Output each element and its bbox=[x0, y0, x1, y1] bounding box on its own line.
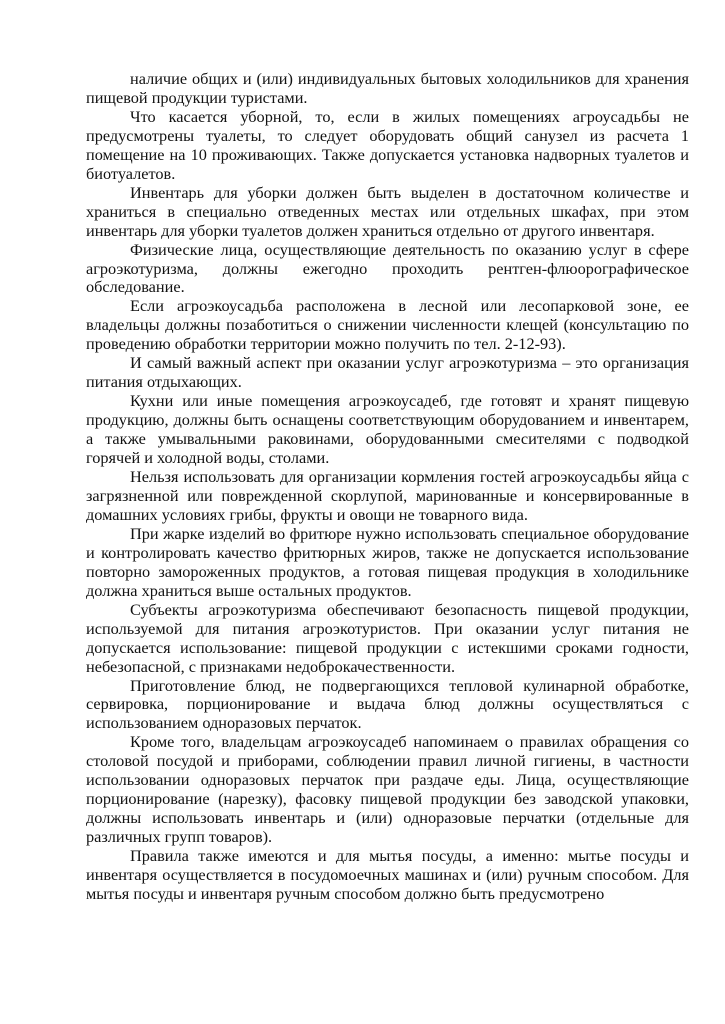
paragraph-hygiene: Кроме того, владельцам агроэкоусадеб напоминаем о правилах обращения со столовой посудой и приборами, соблюдении правил личной гигиены, в частности использовании одноразовых перчаток при раздаче еды. Лица, осуществляющие порционирование (нарезку), фасовку пищевой продукции без заводской упаковки, должны использовать инвентарь и (или) одноразовые перчатки (отдельные для различных групп товаров). bbox=[86, 732, 689, 847]
paragraph-food-safety: Субъекты агроэкотуризма обеспечивают безопасность пищевой продукции, используемой для питания агроэкотуристов. При оказании услуг питания не допускается использование: пищевой продукции с истекшими сроками годности, небезопасной, с признаками недоброкачественности. bbox=[86, 599, 689, 676]
paragraph-catering-aspect: И самый важный аспект при оказании услуг агроэкотуризма – это организация питания отдыхающих. bbox=[86, 353, 689, 392]
paragraph-forbidden-food: Нельзя использовать для организации кормления гостей агроэкоусадьбы яйца с загрязненной или поврежденной скорлупой, маринованные и консервированные в домашних условиях грибы, фрукты и овощи не товарного вида. bbox=[86, 467, 689, 524]
paragraph-dishwashing: Правила также имеются и для мытья посуды, а именно: мытье посуды и инвентаря осуществляется в посудомоечных машинах и (или) ручным способом. Для мытья посуды и инвентаря ручным способом должно быть предусмотрено bbox=[86, 846, 689, 903]
paragraph-kitchens: Кухни или иные помещения агроэкоусадеб, где готовят и хранят пищевую продукцию, должны быть оснащены соответствующим оборудованием и инвентарем, а также умывальными раковинами, оборудованными смесителями с подводкой горячей и холодной воды, столами. bbox=[86, 391, 689, 468]
paragraph-medical-examination: Физические лица, осуществляющие деятельность по оказанию услуг в сфере агроэкотуризма, должны ежегодно проходить рентген-флюорографическое обследование. bbox=[86, 239, 689, 297]
document-body bbox=[86, 70, 689, 904]
paragraph-fridges: наличие общих и (или) индивидуальных бытовых холодильников для хранения пищевой продукции туристами. bbox=[86, 69, 689, 107]
paragraph-ticks: Если агроэкоусадьба расположена в лесной или лесопарковой зоне, ее владельцы должны позаботиться о снижении численности клещей (консультацию по проведению обработки территории можно получить по тел. 2-12-93). bbox=[86, 296, 689, 354]
paragraph-toilets: Что касается уборной, то, если в жилых помещениях агроусадьбы не предусмотрены туалеты, то следует оборудовать общий санузел из расчета 1 помещение на 10 проживающих. Также допускается установка надворных туалетов и биотуалетов. bbox=[86, 106, 689, 183]
paragraph-deep-frying: При жарке изделий во фритюре нужно использовать специальное оборудование и контролировать качество фритюрных жиров, также не допускается использование повторно замороженных продуктов, а готовая пищевая продукция в холодильнике должна храниться выше остальных продуктов. bbox=[86, 523, 689, 600]
paragraph-cold-dishes: Приготовление блюд, не подвергающихся тепловой кулинарной обработке, сервировка, порционирование и выдача блюд должны осуществляться с использованием одноразовых перчаток. bbox=[86, 675, 689, 733]
paragraph-cleaning-inventory: Инвентарь для уборки должен быть выделен в достаточном количестве и храниться в специально отведенных местах или отдельных шкафах, при этом инвентарь для уборки туалетов должен храниться отдельно от другого инвентаря. bbox=[86, 182, 689, 240]
